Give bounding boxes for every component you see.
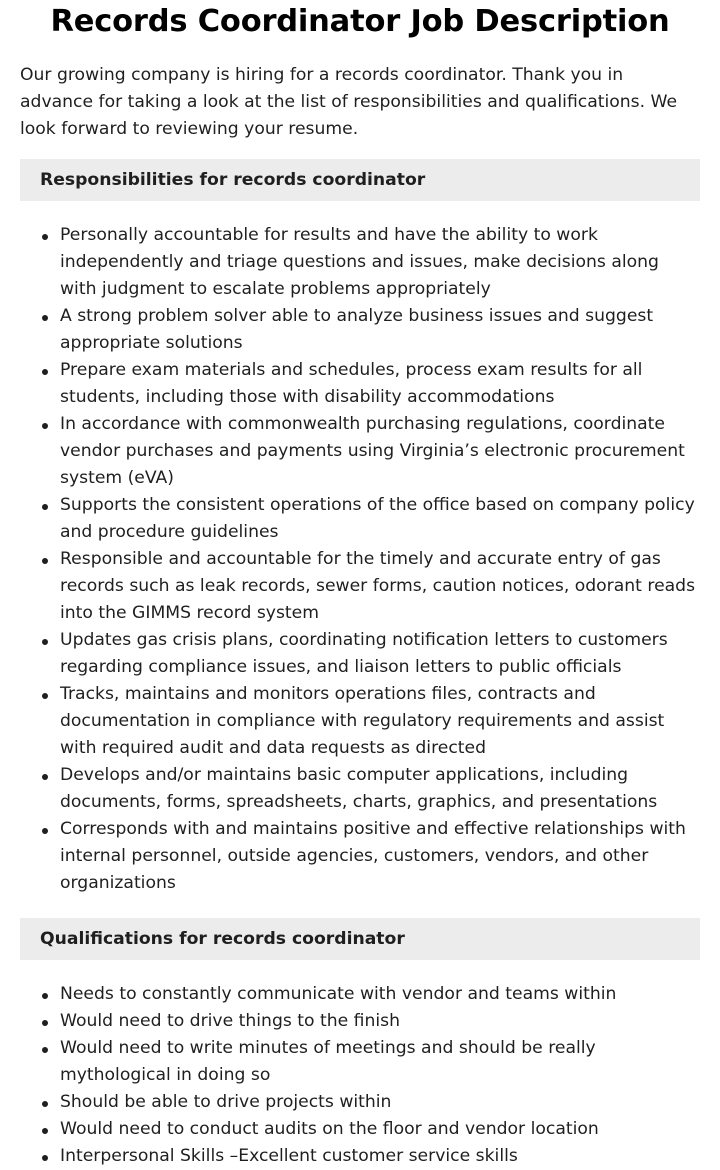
qualifications-heading: Qualifications for records coordinator xyxy=(40,929,405,949)
list-item: Should be able to drive projects within xyxy=(20,1089,700,1116)
bullet-icon xyxy=(42,774,48,780)
list-item: Needs to constantly communicate with vendor and teams within xyxy=(20,981,700,1008)
page-title: Records Coordinator Job Description xyxy=(50,4,670,39)
list-item: Prepare exam materials and schedules, process exam results for all students, including those with disability accommodations xyxy=(20,357,700,411)
bullet-icon xyxy=(42,315,48,321)
bullet-icon xyxy=(42,639,48,645)
list-item: Updates gas crisis plans, coordinating notification letters to customers regarding compliance issues, and liaison letters to public officials xyxy=(20,627,700,681)
list-item: Responsible and accountable for the timely and accurate entry of gas records such as leak records, sewer forms, caution notices, odorant reads into the GIMMS record system xyxy=(20,546,700,627)
responsibilities-section-header xyxy=(20,159,700,201)
responsibilities-list xyxy=(20,222,700,897)
bullet-icon xyxy=(42,558,48,564)
list-item: Would need to write minutes of meetings and should be really mythological in doing so xyxy=(20,1035,700,1089)
section-spacer xyxy=(20,897,700,902)
list-item: Interpersonal Skills –Excellent customer service skills xyxy=(20,1143,700,1170)
list-item: Would need to conduct audits on the floor and vendor location xyxy=(20,1116,700,1143)
list-item: Tracks, maintains and monitors operations files, contracts and documentation in compliance with regulatory requirements and assist with required audit and data requests as directed xyxy=(20,681,700,762)
qualifications-section-header xyxy=(20,918,700,960)
bullet-icon xyxy=(42,993,48,999)
list-item: Corresponds with and maintains positive and effective relationships with internal personnel, outside agencies, customers, vendors, and other organizations xyxy=(20,816,700,897)
list-item: A strong problem solver able to analyze business issues and suggest appropriate solutions xyxy=(20,303,700,357)
bullet-icon xyxy=(42,1047,48,1053)
responsibilities-heading: Responsibilities for records coordinator xyxy=(40,170,426,190)
intro-paragraph: Our growing company is hiring for a records coordinator. Thank you in advance for taking a look at the list of responsibilities and qualifications. We look forward to reviewing your resume. xyxy=(20,65,678,139)
bullet-icon xyxy=(42,828,48,834)
list-item: Supports the consistent operations of the office based on company policy and procedure guidelines xyxy=(20,492,700,546)
list-item: In accordance with commonwealth purchasing regulations, coordinate vendor purchases and payments using Virginia’s electronic procurement system (eVA) xyxy=(20,411,700,492)
bullet-icon xyxy=(42,693,48,699)
bullet-icon xyxy=(42,234,48,240)
bullet-icon xyxy=(42,369,48,375)
qualifications-list xyxy=(20,981,700,1170)
bullet-icon xyxy=(42,1128,48,1134)
bullet-icon xyxy=(42,1155,48,1161)
list-item: Develops and/or maintains basic computer applications, including documents, forms, spreadsheets, charts, graphics, and presentations xyxy=(20,762,700,816)
list-item: Personally accountable for results and have the ability to work independently and triage questions and issues, make decisions along with judgment to escalate problems appropriately xyxy=(20,222,700,303)
list-item: Would need to drive things to the finish xyxy=(20,1008,700,1035)
bullet-icon xyxy=(42,504,48,510)
bullet-icon xyxy=(42,1101,48,1107)
bullet-icon xyxy=(42,423,48,429)
bullet-icon xyxy=(42,1020,48,1026)
